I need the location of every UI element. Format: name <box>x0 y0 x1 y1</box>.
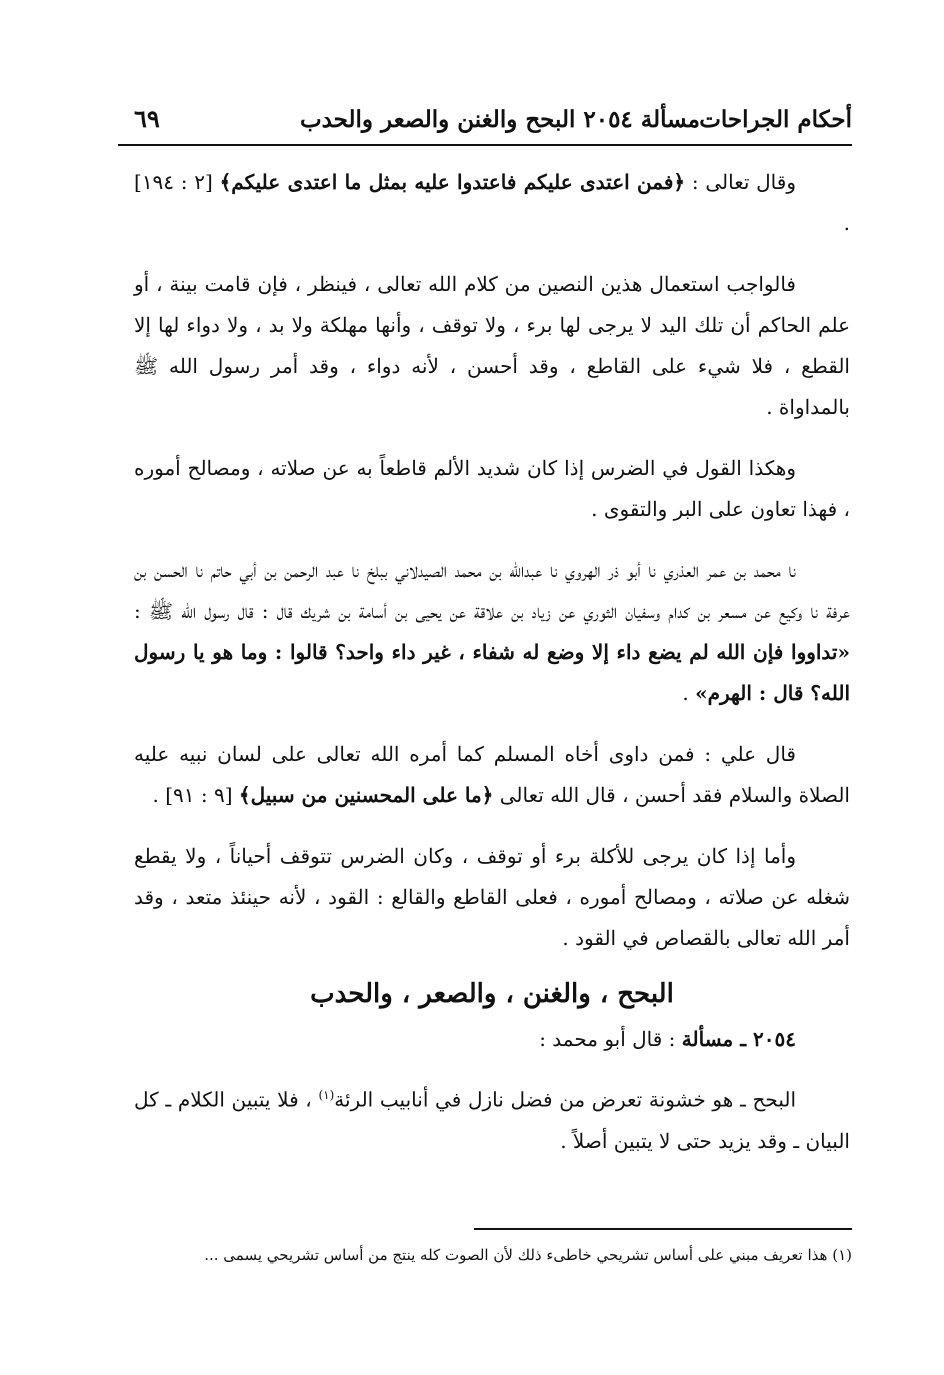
paragraph-hadith <box>134 550 850 714</box>
running-header <box>118 104 852 146</box>
header-issue: مسألة ٢٠٥٤ البحح والغنن والصعر والحدب <box>299 106 700 133</box>
paragraph-text: قال علي : فمن داوى أخاه المسلم كما أمره الله تعالى على لسان نبيه عليه الصلاة والسلام فقد أحسن ، قال الله تعالى <box>134 742 850 807</box>
page-number: ٦٩ <box>134 104 160 133</box>
footnote: (١) هذا تعريف مبني على أساس تشريحي خاطىء ذلك لأن الصوت كله ينتج من أساس تشريحي يسمى ... <box>204 1246 852 1264</box>
verse-reference: [٢ : ١٩٤] . <box>134 170 850 235</box>
definition-tail: ، فلا يتبين الكلام ـ كل البيان ـ وقد يزيد حتى لا يتبين أصلاً . <box>134 1087 850 1153</box>
issue-line <box>134 1021 850 1057</box>
issue-intro: : قال أبو محمد : <box>539 1027 682 1051</box>
paragraph-definition <box>134 1075 850 1162</box>
verse-reference: [٩ : ٩١] . <box>152 783 239 807</box>
paragraph-tooth: وهكذا القول في الضرس إذا كان شديد الألم قاطعاً به عن صلاته ، ومصالح أموره ، فهذا تعاون على البر والتقوى . <box>134 456 850 521</box>
paragraph-quran-verse-2 <box>134 734 850 816</box>
hadith-quote: «تداووا فإن الله لم يضع داء إلا وضع له شفاء ، غير داء واحد؟ قالوا : وما هو يا رسول الله؟ قال : الهرم» <box>134 640 850 705</box>
footnote-marker[interactable]: (١) <box>318 1088 335 1102</box>
paragraph-retaliation: وأما إذا كان يرجى للأكلة برء أو توقف ، وكان الضرس تتوقف أحياناً ، ولا يقطع شغله عن صلاته ، ومصالح أموره ، فعلى القاطع والقالع : القود ، لأنه حينئذ متعد ، وقد أمر الله تعالى بالقصاص في القود . <box>134 844 850 950</box>
page-body <box>134 162 850 1182</box>
issue-number: ٢٠٥٤ ـ مسألة <box>681 1027 796 1051</box>
book-title: أحكام الجراحات <box>699 106 852 133</box>
footnote-separator <box>474 1228 852 1230</box>
quran-quote: ﴿فمن اعتدى عليكم فاعتدوا عليه بمثل ما اعتدى عليكم﴾ <box>219 170 686 194</box>
quran-quote: ﴿ما على المحسنين من سبيل﴾ <box>238 783 494 807</box>
paragraph-ruling: فالواجب استعمال هذين النصين من كلام الله تعالى ، فينظر ، فإن قامت بينة ، أو علم الحاكم أن تلك اليد لا يرجى لها برء ، ولا توقف ، وأنها مهلكة ولا بد ، ولا دواء لها إلا القطع ، فلا شيء على القاطع ، وقد أحسن ، لأنه دواء ، وقد أمر رسول الله ﷺ بالمداواة . <box>134 272 850 419</box>
isnad-text: نا محمد بن عمر العذري نا أبو ذر الهروي نا عبدالله بن محمد الصيدلاني ببلخ نا عبد الرحمن بن أبي حاتم نا الحسن بن عرفة نا وكيع عن مسعر بن كدام وسفيان الثوري عن زياد بن علاقة عن يحيى بن أسامة بن شريك قال : قال رسول الله ﷺ : <box>134 558 850 623</box>
paragraph-text: وقال تعالى : <box>685 170 796 194</box>
definition-text: البحح ـ هو خشونة تعرض من فضل نازل في أنابيب الرئة <box>334 1087 797 1112</box>
section-title: البحح ، والغنن ، والصعر ، والحدب <box>310 979 674 1009</box>
paragraph-end: . <box>682 681 696 705</box>
paragraph-quran-verse-1 <box>134 162 850 244</box>
